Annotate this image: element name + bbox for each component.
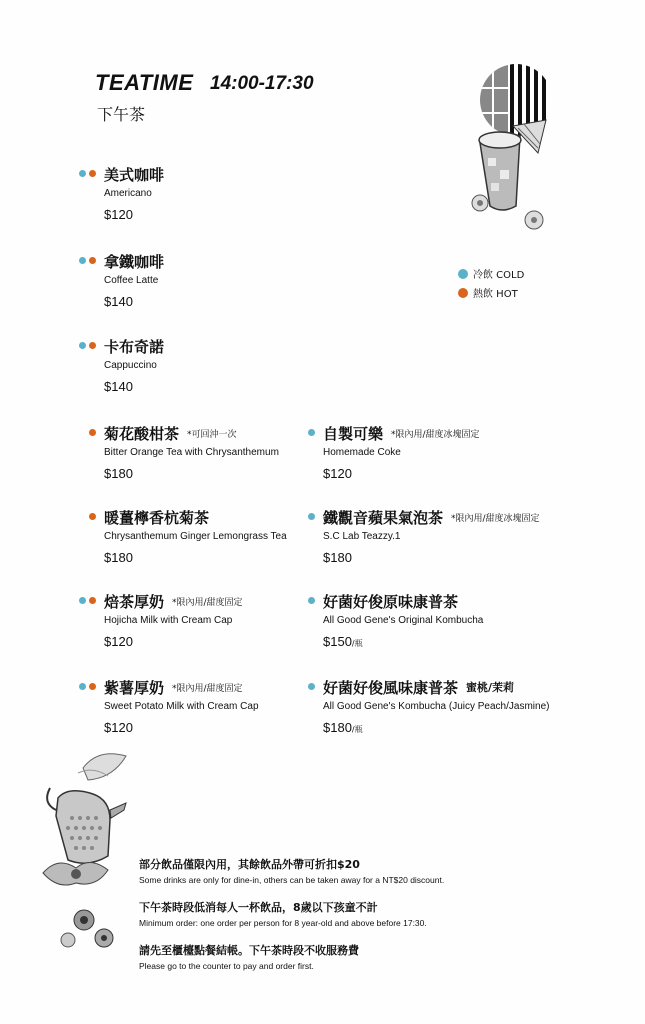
menu-item-latte [104, 251, 164, 309]
cold-dot-icon [79, 683, 86, 690]
note-en: Minimum order: one order per person for 8 year-old and above before 17:30. [139, 918, 427, 928]
item-name-en: Homemade Coke [323, 447, 401, 458]
menu-item-coke [323, 423, 480, 481]
header-time: 14:00-17:30 [210, 73, 314, 94]
header-title-zh: 下午茶 [97, 105, 146, 124]
legend-cold-label: 冷飲 COLD [473, 270, 525, 281]
item-name-zh: 焙茶厚奶 [104, 593, 165, 611]
hot-dot-icon [89, 683, 96, 690]
hot-dot-icon [89, 170, 96, 177]
cold-dot-icon [79, 342, 86, 349]
item-name-zh: 紫薯厚奶 [104, 679, 165, 697]
item-price: $120 [104, 720, 133, 735]
cold-dot-icon [308, 683, 315, 690]
item-name-en: Americano [104, 188, 152, 199]
item-name-zh: 好菌好俊風味康普茶 [323, 679, 459, 697]
item-name-zh: 自製可樂 [323, 425, 384, 443]
menu-item-kombucha-original [323, 591, 483, 649]
cold-dot-icon [79, 170, 86, 177]
note-zh: 下午茶時段低消每人一杯飲品，8歲以下孩童不計 [139, 901, 378, 914]
hot-dot-icon [89, 513, 96, 520]
item-name-zh: 鐵觀音蘋果氣泡茶 [323, 509, 444, 527]
menu-item-cappuccino [104, 336, 164, 394]
item-name-en: Bitter Orange Tea with Chrysanthemum [104, 447, 279, 458]
item-price: $120 [104, 207, 133, 222]
menu-item-americano [104, 164, 164, 222]
item-note: 蜜桃/茉莉 [466, 681, 515, 694]
item-note: *限內用/甜度冰塊固定 [451, 514, 540, 524]
item-price: $140 [104, 294, 133, 309]
cold-dot-icon [308, 597, 315, 604]
item-name-en: Cappuccino [104, 360, 157, 371]
menu-item-teazzy [323, 507, 540, 565]
item-price: $180 [323, 550, 352, 565]
cold-dot-icon [79, 257, 86, 264]
cold-dot-icon [458, 269, 468, 279]
item-name-en: All Good Gene's Original Kombucha [323, 615, 484, 626]
hot-dot-icon [458, 288, 468, 298]
item-name-en: Coffee Latte [104, 275, 159, 286]
item-note: *限內用/甜度固定 [172, 598, 243, 608]
item-name-en: Hojicha Milk with Cream Cap [104, 615, 233, 626]
item-name-zh: 拿鐵咖啡 [104, 253, 165, 271]
price-unit: /瓶 [351, 725, 363, 734]
legend-hot-label: 熱飲 HOT [473, 289, 518, 300]
item-note: *限內用/甜度冰塊固定 [391, 430, 480, 440]
cold-dot-icon [308, 513, 315, 520]
iced-drink-illustration [458, 58, 568, 243]
hot-dot-icon [89, 257, 96, 264]
item-price: $180 [104, 550, 133, 565]
note-en: Some drinks are only for dine-in, others can be taken away for a NT$20 discount. [139, 875, 445, 885]
item-name-en: S.C Lab Teazzy.1 [323, 531, 401, 542]
item-name-zh: 暖薑檸香杭菊茶 [104, 509, 210, 527]
hot-dot-icon [89, 597, 96, 604]
menu-item-kombucha-flavor [323, 677, 549, 735]
item-price: $150 [323, 634, 352, 649]
legend-cold [458, 264, 524, 283]
item-name-zh: 卡布奇諾 [104, 338, 165, 356]
note-zh: 部分飲品僅限內用，其餘飲品外帶可折扣$20 [139, 858, 360, 871]
notes [139, 856, 444, 985]
item-price: $120 [323, 466, 352, 481]
cold-dot-icon [308, 429, 315, 436]
note-en: Please go to the counter to pay and order first. [139, 961, 314, 971]
header-title: TEATIME [95, 70, 194, 95]
item-price: $120 [104, 634, 133, 649]
hot-dot-icon [89, 342, 96, 349]
item-price: $180 [323, 720, 352, 735]
item-note: *可回沖一次 [187, 430, 237, 440]
menu-item-sweetpotato [104, 677, 259, 735]
menu-item-ginger [104, 507, 287, 565]
item-name-zh: 好菌好俊原味康普茶 [323, 593, 459, 611]
item-price: $140 [104, 379, 133, 394]
item-price: $180 [104, 466, 133, 481]
note-zh: 請先至櫃檯點餐結帳。下午茶時段不收服務費 [139, 944, 359, 957]
hot-dot-icon [89, 429, 96, 436]
item-name-en: Chrysanthemum Ginger Lemongrass Tea [104, 531, 287, 542]
item-name-en: Sweet Potato Milk with Cream Cap [104, 701, 259, 712]
item-name-zh: 菊花酸柑茶 [104, 425, 180, 443]
menu-item-hojicha [104, 591, 243, 649]
teapot-flower-illustration [38, 748, 138, 958]
item-note: *限內用/甜度固定 [172, 684, 243, 694]
item-name-en: All Good Gene's Kombucha (Juicy Peach/Jasmine) [323, 701, 550, 712]
cold-dot-icon [79, 597, 86, 604]
menu-item-chrysanthemum [104, 423, 279, 481]
item-name-zh: 美式咖啡 [104, 166, 165, 184]
legend-hot [458, 283, 524, 302]
legend [458, 264, 524, 302]
price-unit: /瓶 [351, 639, 363, 648]
